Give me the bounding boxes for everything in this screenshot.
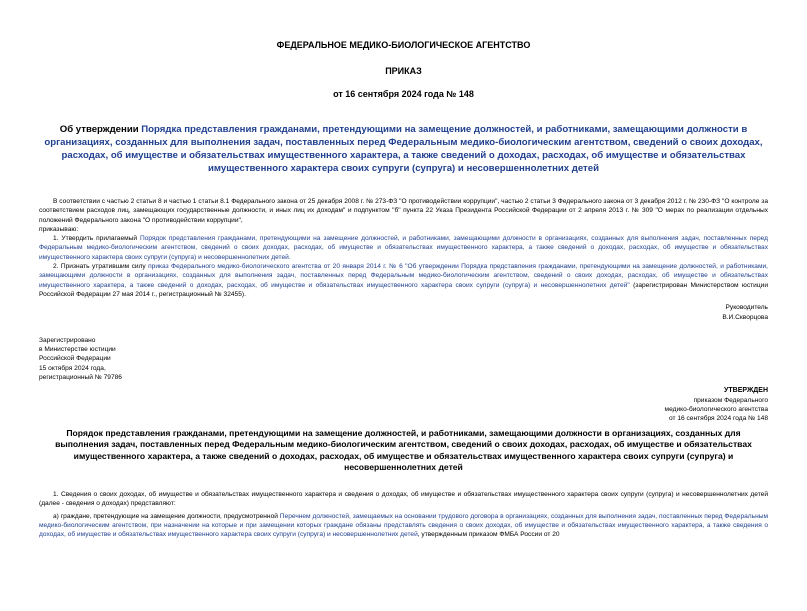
procedure-item-1: 1. Сведения о своих доходах, об имуществе и обязательствах имущественного характера и сведения о доходах, об имуществе и обязательствах имущественного характера своих супруги (супруга) и несовершеннолетних детей (далее - сведения о доходах) представляют: [39, 490, 768, 508]
point-1-link[interactable]: Порядок представления гражданами, претендующими на замещение должностей, и работниками, замещающими должности в организациях, созданных для выполнения задач, поставленных перед Федеральным медико-биологическим агентством, сведений о своих доходах, расходах, об имуществе и обязательствах имущественного характера, а также сведений о доходах, расходах, об имуществе и обязательствах имущественного характера своих супруги (супруга) и несовершеннолетних детей. [39, 235, 768, 261]
agency-name: ФЕДЕРАЛЬНОЕ МЕДИКО-БИОЛОГИЧЕСКОЕ АГЕНТСТВО [276, 40, 531, 50]
order-body [39, 197, 768, 322]
order-title-link[interactable]: Порядка представления гражданами, претендующими на замещение должностей, и работниками, замещающими должности в организациях, созданных для выполнения задач, поставленных перед Федеральным медико-биологическим агентством, сведений о своих доходах, расходах, об имуществе и обязательствах имущественного характера, а также сведений о доходах, расходах, об имуществе и обязательствах имущественного характера своих супруги (супруга) и несовершеннолетних детей [44, 124, 763, 174]
point-2-prefix: 2. Признать утратившим силу [53, 263, 149, 271]
point-2-suffix: (зарегистрирован Министерством юстиции Российской Федерации 27 мая 2014 г., регистрационный № 32455). [39, 281, 769, 298]
preamble-text: В соответствии с частью 2 статьи 8 и частью 1 статьи 8.1 Федерального закона от 25 декабря 2008 г. № 273-ФЗ "О противодействии коррупции", частью 2 статьи 3 Федерального закона от 3 декабря 2012 г. № 230-ФЗ "О контроле за соответствием расходов лиц, замещающих государственные должности, и иных лиц их доходам" и подпунктом "б" пункта 22 Указа Президента Российской Федерации от 2 апреля 2013 г. № 309 "О мерах по реализации отдельных положений Федерального закона "О противодействии коррупции", [39, 198, 768, 224]
registration-line-2: в Министерстве юстиции [39, 346, 116, 354]
approval-block [39, 386, 768, 423]
procedure-item-a-suffix: , утвержденным приказом ФМБА России от 20 [417, 531, 560, 539]
registration-line-1: Зарегистрировано [39, 336, 96, 344]
signature-name: В.И.Скворцова [722, 313, 768, 321]
procedure-items [39, 490, 768, 539]
document-page [0, 40, 807, 611]
procedure-item-a [39, 512, 768, 540]
registration-block [39, 336, 768, 382]
registration-line-5: регистрационный № 79786 [39, 374, 122, 382]
point-1 [39, 234, 768, 262]
order-title [39, 123, 768, 175]
procedure-item-a-prefix: а) граждане, претендующие на замещение должности, предусмотренной [53, 512, 280, 520]
order-word: ПРИКАЗ [385, 66, 422, 76]
registration-line-4: 15 октября 2024 года, [39, 364, 106, 372]
order-title-prefix: Об утверждении [59, 124, 142, 135]
approval-line-3: от 16 сентября 2024 года № 148 [668, 415, 768, 423]
point-2-link[interactable]: приказ Федерального медико-биологического агентства от 20 января 2014 г. № 6 "Об утверждении Порядка представления гражданами, претендующими на замещение должностей, и работниками, замещающими должности в организациях, созданных для выполнения задач, поставленных перед Федеральным медико-биологическим агентством, сведений о своих доходах, расходах, об имуществе и обязательствах имущественного характера, а также сведений о доходах, расходах, об имуществе и обязательствах имущественного характера своих супруги (супруга) и несовершеннолетних детей" [39, 263, 768, 289]
approval-line-1: приказом Федерального [693, 396, 768, 404]
procedure-title: Порядок представления гражданами, претендующими на замещение должностей, и работниками, замещающими должности в организациях, созданных для выполнения задач, поставленных перед Федеральным медико-биологическим агентством, сведений о своих доходах, расходах, об имуществе и обязательствах имущественного характера, а также сведений о доходах, расходах, об имуществе и обязательствах имущественного характера своих супруги (супруга) и несовершеннолетних детей [55, 427, 752, 473]
registration-line-3: Российской Федерации [39, 355, 111, 363]
approval-title: УТВЕРЖДЕН [724, 387, 768, 395]
order-phrase: приказываю: [39, 225, 79, 233]
order-date: от 16 сентября 2024 года № 148 [333, 89, 474, 99]
point-2 [39, 262, 768, 299]
point-1-prefix: 1. Утвердить прилагаемый [53, 235, 140, 243]
procedure-item-a-link[interactable]: Перечнем должностей, замещаемых на основании трудового договора в организациях, созданных для выполнения задач, поставленных перед Федеральным медико-биологическим агентством, при назначении на которые и при замещении которых граждане обязаны представлять сведения о своих доходах, об имуществе и обязательствах имущественного характера, а также сведения о доходах, об имуществе и обязательствах имущественного характера своих супруги (супруга) и несовершеннолетних детей [39, 512, 768, 539]
signature-role: Руководитель [725, 304, 768, 312]
approval-line-2: медико-биологического агентства [664, 405, 768, 413]
